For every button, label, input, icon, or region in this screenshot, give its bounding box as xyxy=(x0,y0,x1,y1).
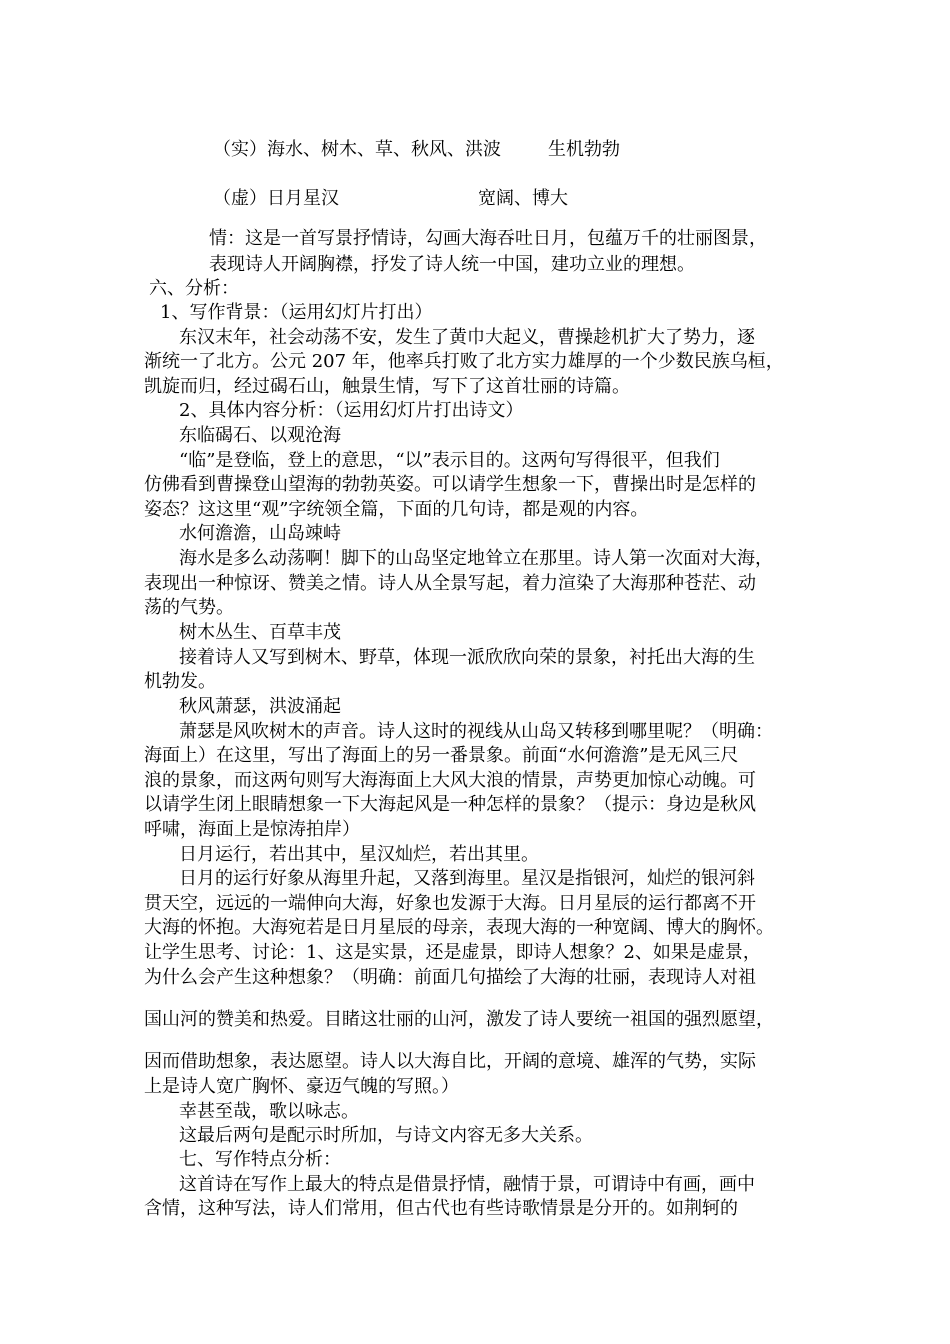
verse-analysis-line: “临”是登临，登上的意思，“以”表示目的。这两句写得很平，但我们 xyxy=(179,450,720,471)
real-scenery-items: （实）海水、树木、草、秋风、洪波 xyxy=(213,139,501,160)
verse-analysis-line: 呼啸，海面上是惊涛拍岸） xyxy=(144,819,360,840)
verse-analysis-line: 荡的气势。 xyxy=(144,597,234,618)
verse-analysis-line: 大海的怀抱。大海宛若是日月星辰的母亲，表现大海的一种宽阔、博大的胸怀。 xyxy=(144,917,774,938)
verse-analysis-line: 机勃发。 xyxy=(144,671,216,692)
verse-analysis-line: 国山河的赞美和热爱。目睹这壮丽的山河，激发了诗人要统一祖国的强烈愿望， xyxy=(144,1009,774,1030)
verse-analysis-line: 贯天空，远远的一端伸向大海，好象也发源于大海。日月星辰的运行都离不开 xyxy=(144,893,756,914)
virtual-scenery-items: （虚）日月星汉 xyxy=(213,188,339,209)
verse-analysis-line: 上是诗人宽广胸怀、豪迈气魄的写照。） xyxy=(144,1076,459,1097)
poem-verse: 东临碣石、以观沧海 xyxy=(179,425,341,446)
background-text-line: 凯旋而归，经过碣石山，触景生情，写下了这首壮丽的诗篇。 xyxy=(144,376,630,397)
poem-verse: 日月运行，若出其中，星汉灿烂，若出其里。 xyxy=(179,844,539,865)
poem-verse: 水何澹澹，山岛竦峙 xyxy=(179,523,341,544)
verse-analysis-line: 海面上）在这里，写出了海面上的另一番景象。前面“水何澹澹”是无风三尺 xyxy=(144,745,739,766)
background-text-line: 东汉末年，社会动荡不安，发生了黄巾大起义，曹操趁机扩大了势力，逐 xyxy=(179,327,755,348)
section-6-heading: 六、分析： xyxy=(149,278,239,299)
content-analysis-heading: 2、具体内容分析：（运用幻灯片打出诗文） xyxy=(179,400,524,421)
writing-features-line: 含情，这种写法，诗人们常用，但古代也有些诗歌情景是分开的。如荆轲的 xyxy=(144,1198,738,1219)
verse-analysis-line: 让学生思考、讨论：1、这是实景，还是虚景，即诗人想象？2、如果是虚景， xyxy=(144,942,761,963)
verse-analysis-line: 为什么会产生这种想象？（明确：前面几句描绘了大海的壮丽，表现诗人对祖 xyxy=(144,967,756,988)
verse-analysis-line: 日月的运行好象从海里升起，又落到海里。星汉是指银河，灿烂的银河斜 xyxy=(179,868,755,889)
emotion-line-2: 表现诗人开阔胸襟，抒发了诗人统一中国，建功立业的理想。 xyxy=(209,254,695,275)
virtual-scenery-effect: 宽阔、博大 xyxy=(478,188,568,209)
poem-verse: 树木丛生、百草丰茂 xyxy=(179,622,341,643)
real-scenery-effect: 生机勃勃 xyxy=(548,139,620,160)
writing-features-line: 这首诗在写作上最大的特点是借景抒情，融情于景，可谓诗中有画，画中 xyxy=(179,1174,755,1195)
poem-verse: 秋风萧瑟，洪波涌起 xyxy=(179,696,341,717)
verse-analysis-line: 浪的景象，而这两句则写大海海面上大风大浪的情景，声势更加惊心动魄。可 xyxy=(144,770,756,791)
verse-analysis-line: 表现出一种惊讶、赞美之情。诗人从全景写起，着力渲染了大海那种苍茫、动 xyxy=(144,573,756,594)
verse-analysis-line: 这最后两句是配示时所加，与诗文内容无多大关系。 xyxy=(179,1125,593,1146)
verse-analysis-line: 萧瑟是风吹树木的声音。诗人这时的视线从山岛又转移到哪里呢？（明确： xyxy=(179,721,773,742)
verse-analysis-line: 海水是多么动荡啊！脚下的山岛坚定地耸立在那里。诗人第一次面对大海， xyxy=(179,548,773,569)
background-text-line: 渐统一了北方。公元 207 年，他率兵打败了北方实力雄厚的一个少数民族乌桓， xyxy=(144,351,784,372)
poem-verse: 幸甚至哉，歌以咏志。 xyxy=(179,1101,359,1122)
verse-analysis-line: 仿佛看到曹操登山望海的勃勃英姿。可以请学生想象一下，曹操出时是怎样的 xyxy=(144,474,756,495)
section-7-heading: 七、写作特点分析： xyxy=(179,1149,341,1170)
background-heading: 1、写作背景：（运用幻灯片打出） xyxy=(160,302,433,323)
verse-analysis-line: 姿态？这这里“观”字统领全篇，下面的几句诗，都是观的内容。 xyxy=(144,499,649,520)
verse-analysis-line: 接着诗人又写到树木、野草，体现一派欣欣向荣的景象，衬托出大海的生 xyxy=(179,647,755,668)
verse-analysis-line: 以请学生闭上眼睛想象一下大海起风是一种怎样的景象？（提示：身边是秋风 xyxy=(144,794,756,815)
emotion-line-1: 情：这是一首写景抒情诗，勾画大海吞吐日月，包蕴万千的壮丽图景， xyxy=(209,228,767,249)
verse-analysis-line: 因而借助想象，表达愿望。诗人以大海自比，开阔的意境、雄浑的气势，实际 xyxy=(144,1051,756,1072)
